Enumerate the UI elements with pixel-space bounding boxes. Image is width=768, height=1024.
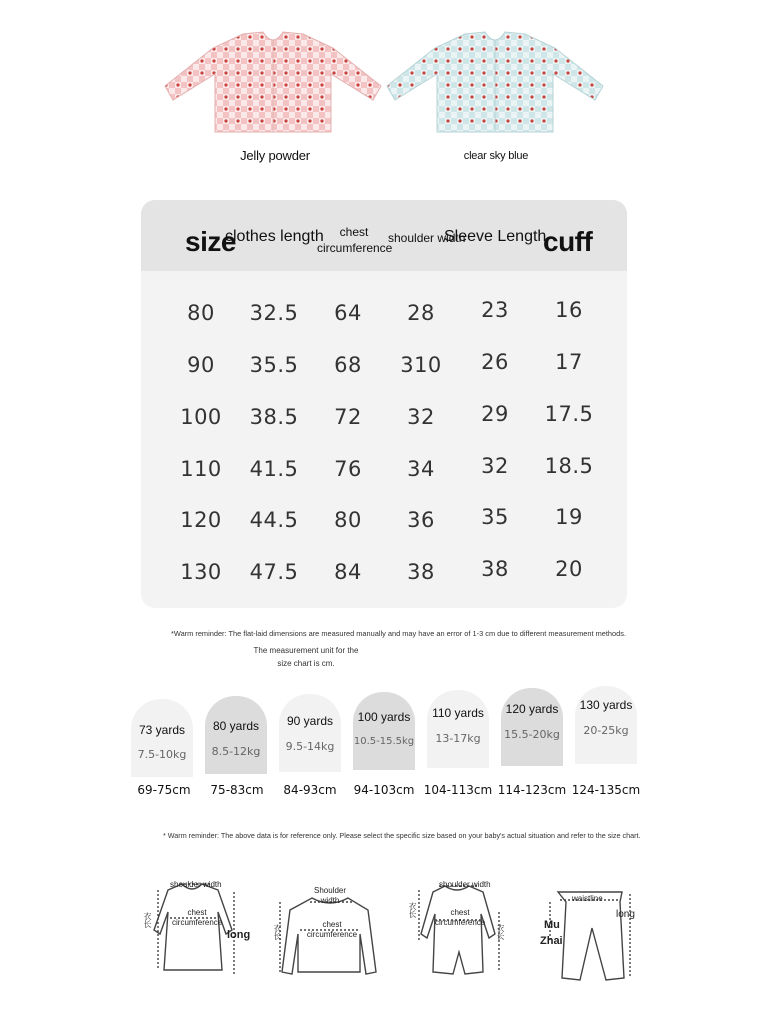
cell-cuff: 19: [555, 505, 583, 529]
age-card-size: 110 yards: [432, 706, 484, 720]
header-chest-circumference: chest circumference: [317, 225, 393, 255]
romper-outline-icon: [403, 872, 523, 992]
cell-cuff: 18.5: [544, 454, 594, 478]
cell-clothes-length: 32.5: [249, 301, 299, 325]
age-card: [427, 690, 489, 768]
age-card-height: 69-75cm: [137, 783, 191, 797]
cell-chest: 64: [334, 301, 362, 325]
age-card: [575, 686, 637, 764]
age-card: [353, 692, 415, 770]
diagram-label-shoulder: shoulder width: [170, 880, 222, 889]
header-shoulder-width: shoulder width: [388, 231, 466, 245]
diagram-label-side-left: 衣长: [408, 902, 417, 918]
cell-shoulder: 28: [407, 301, 435, 325]
cell-shoulder: 38: [407, 560, 435, 584]
age-card: [501, 688, 563, 766]
dress-measurement-diagram: [140, 872, 260, 992]
cell-shoulder: 32: [407, 405, 435, 429]
diagram-label-long: long: [616, 909, 635, 920]
size-table: [141, 200, 627, 608]
cell-sleeve: 23: [481, 298, 509, 322]
age-card-weight: 9.5-14kg: [285, 740, 335, 753]
romper-measurement-diagram: [403, 872, 523, 992]
diagram-label-waist: waistline: [572, 894, 603, 903]
age-card-height: 104-113cm: [423, 783, 493, 797]
cell-chest: 84: [334, 560, 362, 584]
age-card-weight: 20-25kg: [583, 724, 629, 737]
pants-outline-icon: [530, 872, 650, 992]
age-card-size: 120 yards: [505, 702, 559, 716]
cell-chest: 80: [334, 508, 362, 532]
age-card-weight: 10.5-15.5kg: [353, 736, 415, 747]
cell-clothes-length: 44.5: [249, 508, 299, 532]
diagram-label-shoulder: shoulder width: [439, 880, 491, 889]
header-size: size: [185, 226, 236, 257]
diagram-label-long: long: [227, 929, 251, 941]
age-card-size: 80 yards: [212, 719, 260, 733]
header-sleeve-length: Sleeve Length: [444, 228, 547, 245]
blue-cherry-jacket-image: [385, 28, 605, 138]
age-card-weight: 13-17kg: [435, 732, 481, 745]
cell-chest: 76: [334, 457, 362, 481]
cell-size: 80: [187, 301, 215, 325]
age-card: [205, 696, 267, 774]
age-card-height: 75-83cm: [210, 783, 264, 797]
sweatshirt-measurement-diagram: [272, 872, 392, 992]
color-label-jelly-powder: Jelly powder: [240, 148, 310, 163]
product-image-jelly-powder: [163, 28, 383, 138]
cell-size: 110: [180, 457, 222, 481]
cell-shoulder: 34: [407, 457, 435, 481]
cell-shoulder: 310: [400, 353, 442, 377]
cell-size: 130: [180, 560, 222, 584]
diagram-label-side: 衣长: [143, 912, 152, 928]
age-card-size: 73 yards: [138, 723, 186, 737]
age-card-weight: 7.5-10kg: [137, 748, 187, 761]
age-card-height: 84-93cm: [283, 783, 337, 797]
cell-clothes-length: 47.5: [249, 560, 299, 584]
diagram-label-side-right: 衣长: [496, 924, 505, 940]
diagram-label-side: 衣长: [273, 924, 282, 940]
cell-sleeve: 29: [481, 402, 509, 426]
warm-reminder-reference: * Warm reminder: The above data is for reference only. Please select the specific size based on your baby's actual situation and refer to the size chart.: [163, 831, 641, 840]
cell-cuff: 16: [555, 298, 583, 322]
diagram-label-chest: chest circumference: [306, 920, 358, 939]
age-card-size: 90 yards: [286, 714, 334, 728]
warm-reminder-measurement: *Warm reminder: The flat-laid dimensions are measured manually and may have an error of 1-3 cm due to different measurement methods.: [171, 629, 627, 638]
cell-cuff: 17: [555, 350, 583, 374]
header-clothes-length: clothes length: [225, 228, 324, 245]
measurement-unit-note: The measurement unit for the size chart is cm.: [253, 646, 359, 668]
cell-sleeve: 38: [481, 557, 509, 581]
header-cuff: cuff: [543, 226, 593, 257]
cell-sleeve: 32: [481, 454, 509, 478]
pink-cherry-jacket-image: [163, 28, 383, 138]
age-card-weight: 8.5-12kg: [211, 745, 261, 758]
cell-chest: 68: [334, 353, 362, 377]
cell-clothes-length: 41.5: [249, 457, 299, 481]
age-card-size: 100 yards: [357, 710, 411, 724]
cell-chest: 72: [334, 405, 362, 429]
diagram-label-chest: chest circumference: [172, 908, 223, 927]
cell-sleeve: 35: [481, 505, 509, 529]
diagram-label-shoulder: Shoulder width: [313, 886, 347, 905]
cell-sleeve: 26: [481, 350, 509, 374]
cell-cuff: 20: [555, 557, 583, 581]
diagram-label-mu: Mu: [544, 919, 560, 931]
cell-clothes-length: 38.5: [249, 405, 299, 429]
cell-size: 90: [187, 353, 215, 377]
age-card-height: 114-123cm: [497, 783, 567, 797]
size-table-header: [141, 200, 627, 271]
age-card-height: 94-103cm: [353, 783, 415, 797]
age-card: [279, 694, 341, 772]
age-card-size: 130 yards: [579, 698, 633, 712]
diagram-label-chest: chest circumference: [435, 908, 486, 927]
diagram-label-zhai: Zhai: [540, 935, 563, 947]
cell-shoulder: 36: [407, 508, 435, 532]
cell-clothes-length: 35.5: [249, 353, 299, 377]
age-card-height: 124-135cm: [571, 783, 641, 797]
color-label-clear-sky-blue: clear sky blue: [463, 150, 529, 162]
age-card-weight: 15.5-20kg: [504, 728, 560, 741]
cell-size: 100: [180, 405, 222, 429]
cell-cuff: 17.5: [544, 402, 594, 426]
age-card: [131, 699, 193, 777]
pants-measurement-diagram: [530, 872, 650, 992]
product-image-clear-sky-blue: [385, 28, 605, 138]
cell-size: 120: [180, 508, 222, 532]
